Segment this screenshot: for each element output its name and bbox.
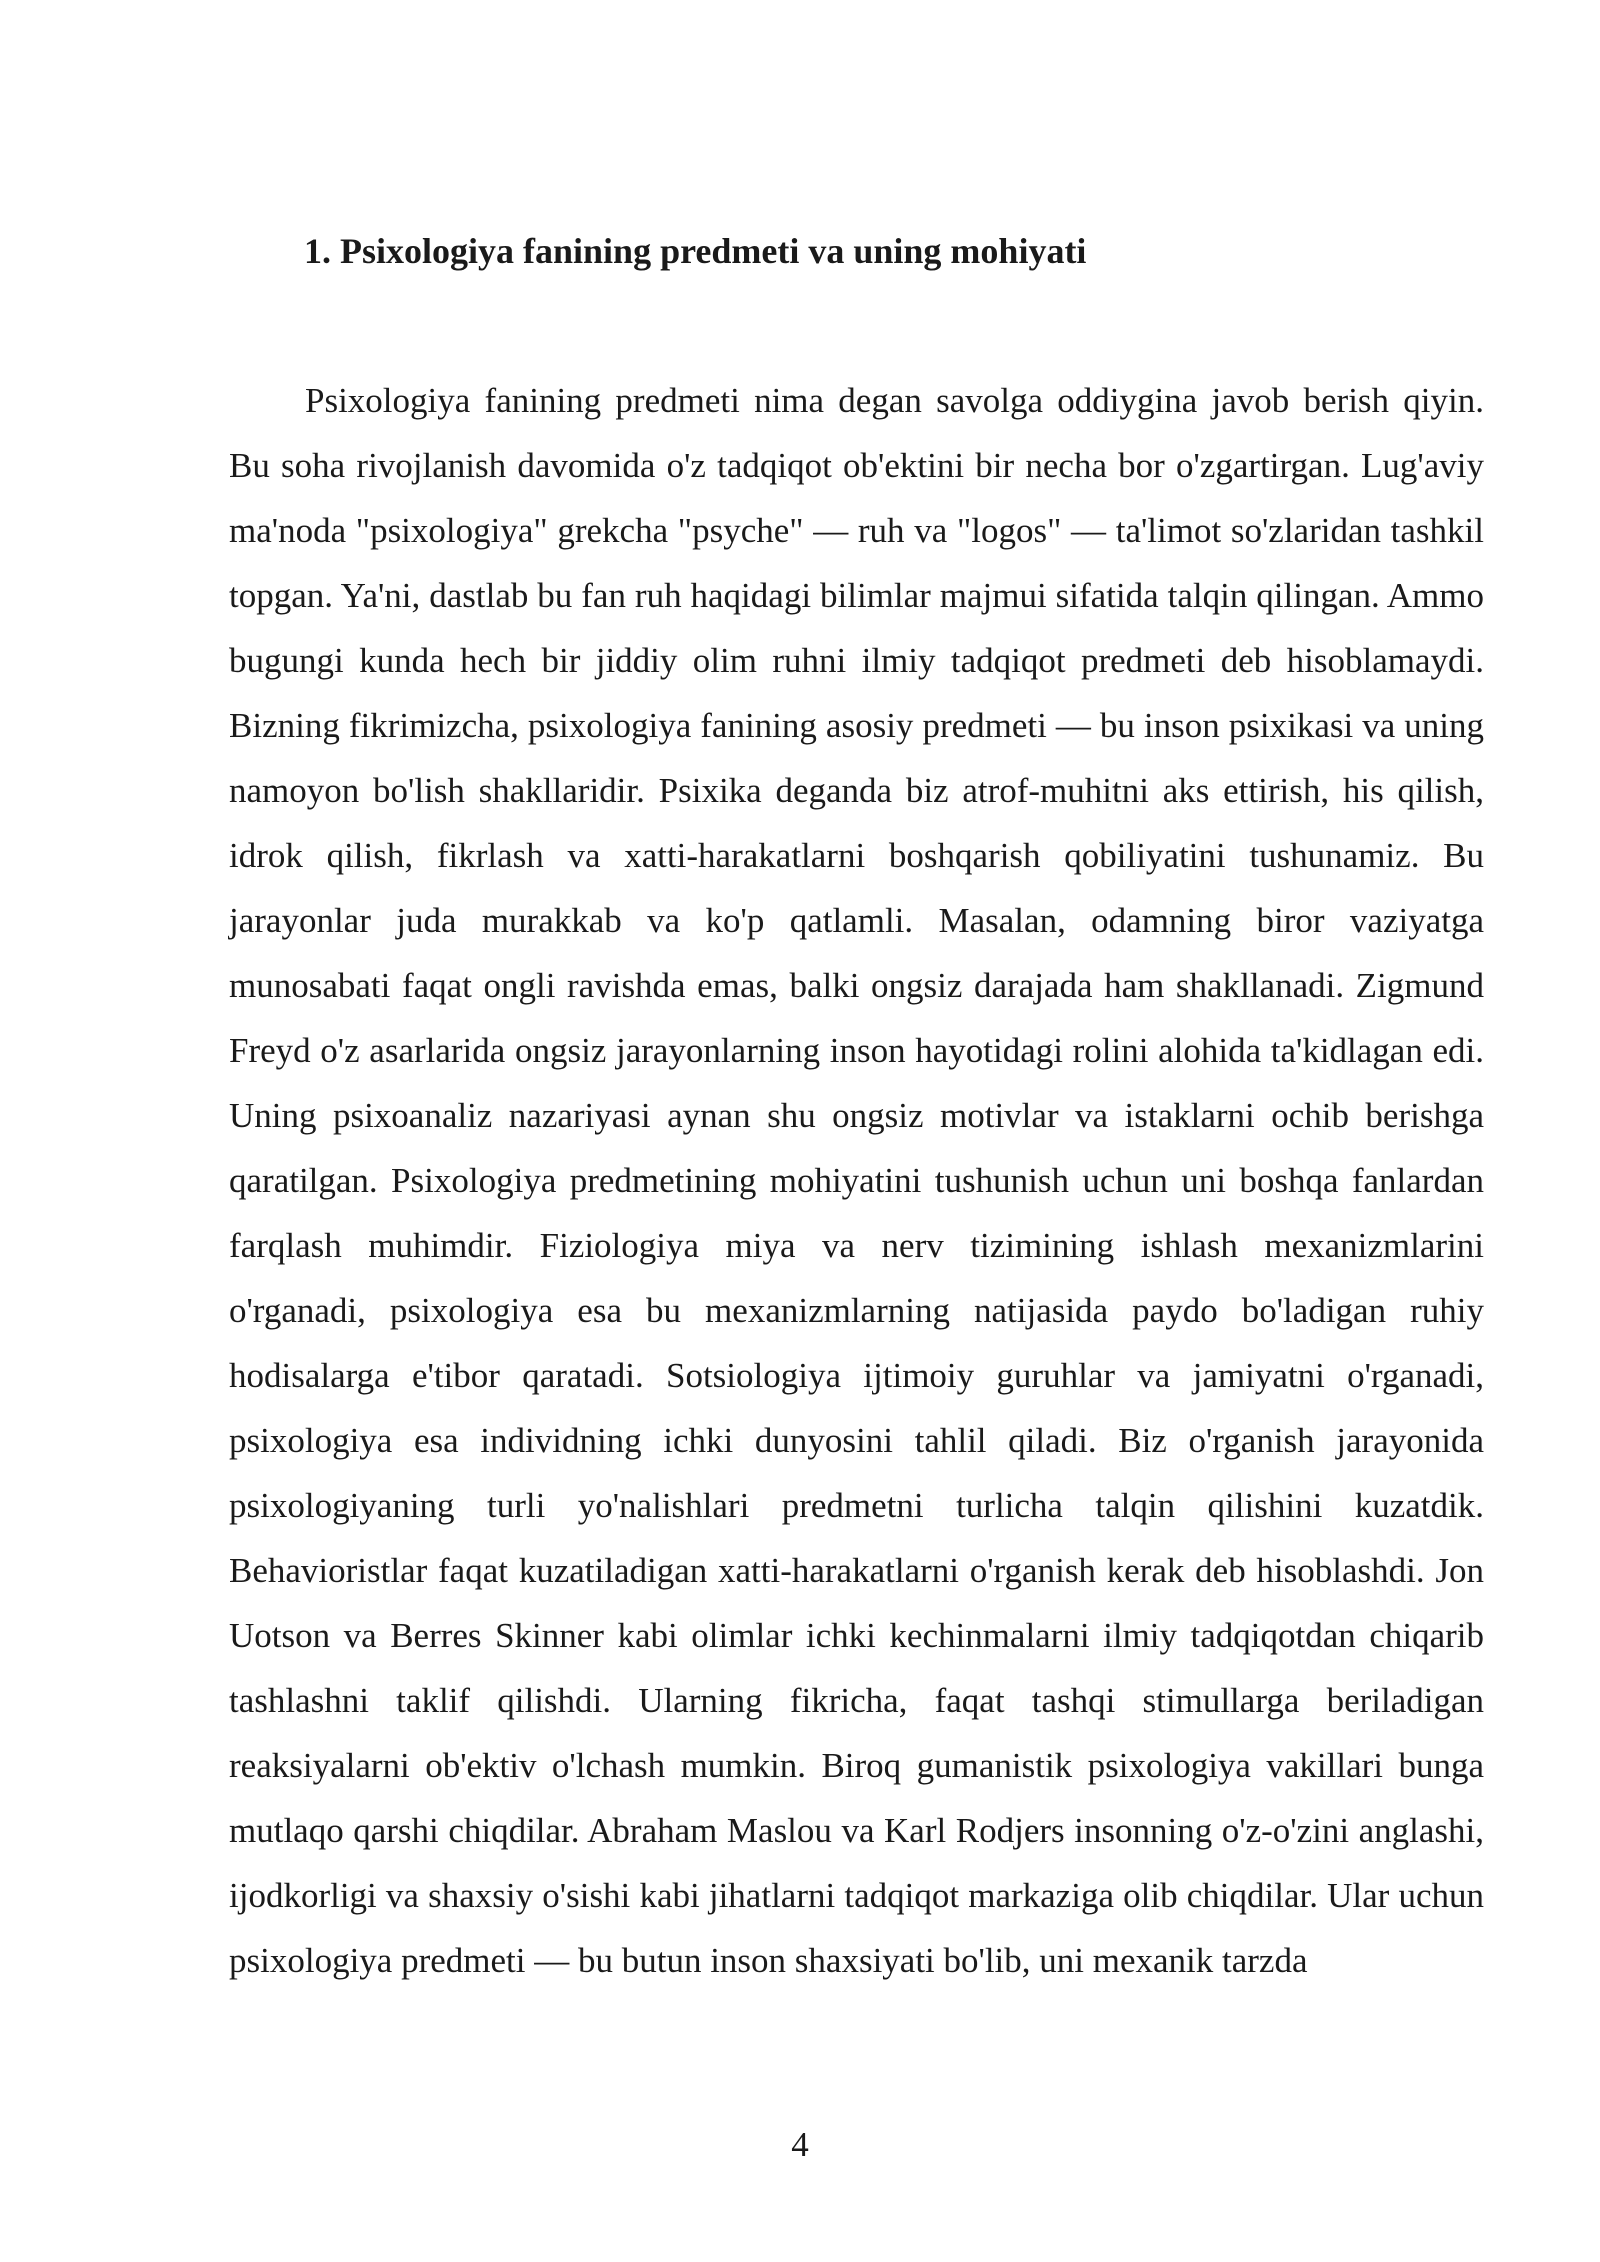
body-paragraph-text: Psixologiya fanining predmeti nima degan savolga oddiygina javob berish qiyin. Bu soha rivojlanish davomida o'z tadqiqot ob'ektini bir necha bor o'zgartirgan. Lug'aviy ma'noda "psixologiya" grekcha "psyche" — ruh va "logos" — ta'limot so'zlaridan tashkil topgan. Ya'ni, dastlab bu fan ruh haqidagi bilimlar majmui sifatida talqin qilingan. Ammo bugungi kunda hech bir jiddiy olim ruhni ilmiy tadqiqot predmeti deb hisoblamaydi. Bizning fikrimizcha, psixologiya fanining asosiy predmeti — bu inson psixikasi va uning namoyon bo'lish shakllaridir. Psixika deganda biz atrof-muhitni aks ettirish, his qilish, idrok qilish, fikrlash va xatti-harakatlarni boshqarish qobiliyatini tushunamiz. Bu jarayonlar juda murakkab va ko'p qatlamli. Masalan, odamning biror vaziyatga munosabati faqat ongli ravishda emas, balki ongsiz darajada ham shakllanadi. Zigmund Freyd o'z asarlarida ongsiz jarayonlarning inson hayotidagi rolini alohida ta'kidlagan edi. Uning psixoanaliz nazariyasi aynan shu ongsiz motivlar va istaklarni ochib berishga qaratilgan. Psixologiya predmetining mohiyatini tushunish uchun uni boshqa fanlardan farqlash muhimdir. Fiziologiya miya va nerv tizimining ishlash mexanizmlarini o'rganadi, psixologiya esa bu mexanizmlarning natijasida paydo bo'ladigan ruhiy hodisalarga e'tibor qaratadi. Sotsiologiya ijtimoiy guruhlar va jamiyatni o'rganadi, psixologiya esa individning ichki dunyosini tahlil qiladi. Biz o'rganish jarayonida psixologiyaning turli yo'nalishlari predmetni turlicha talqin qilishini kuzatdik. Behavioristlar faqat kuzatiladigan xatti-harakatlarni o'rganish kerak deb hisoblashdi. Jon Uotson va Berres Skinner kabi olimlar ichki kechinmalarni ilmiy tadqiqotdan chiqarib tashlashni taklif qilishdi. Ularning fikricha, faqat tashqi stimullarga beriladigan reaksiyalarni ob'ektiv o'lchash mumkin. Biroq gumanistik psixologiya vakillari bunga mutlaqo qarshi chiqdilar. Abraham Maslou va Karl Rodjers insonning o'z-o'zini anglashi, ijodkorligi va shaxsiy o'sishi kabi jihatlarni tadqiqot markaziga olib chiqdilar. Ular uchun psixologiya predmeti — bu butun inson shaxsiyati bo'lib, uni mexanik tarzda: [229, 381, 1484, 1980]
body-paragraph: [229, 368, 1484, 1993]
page-number: 4: [791, 2125, 809, 2164]
section-heading: 1. Psixologiya fanining predmeti va uning mohiyati: [304, 231, 1087, 271]
